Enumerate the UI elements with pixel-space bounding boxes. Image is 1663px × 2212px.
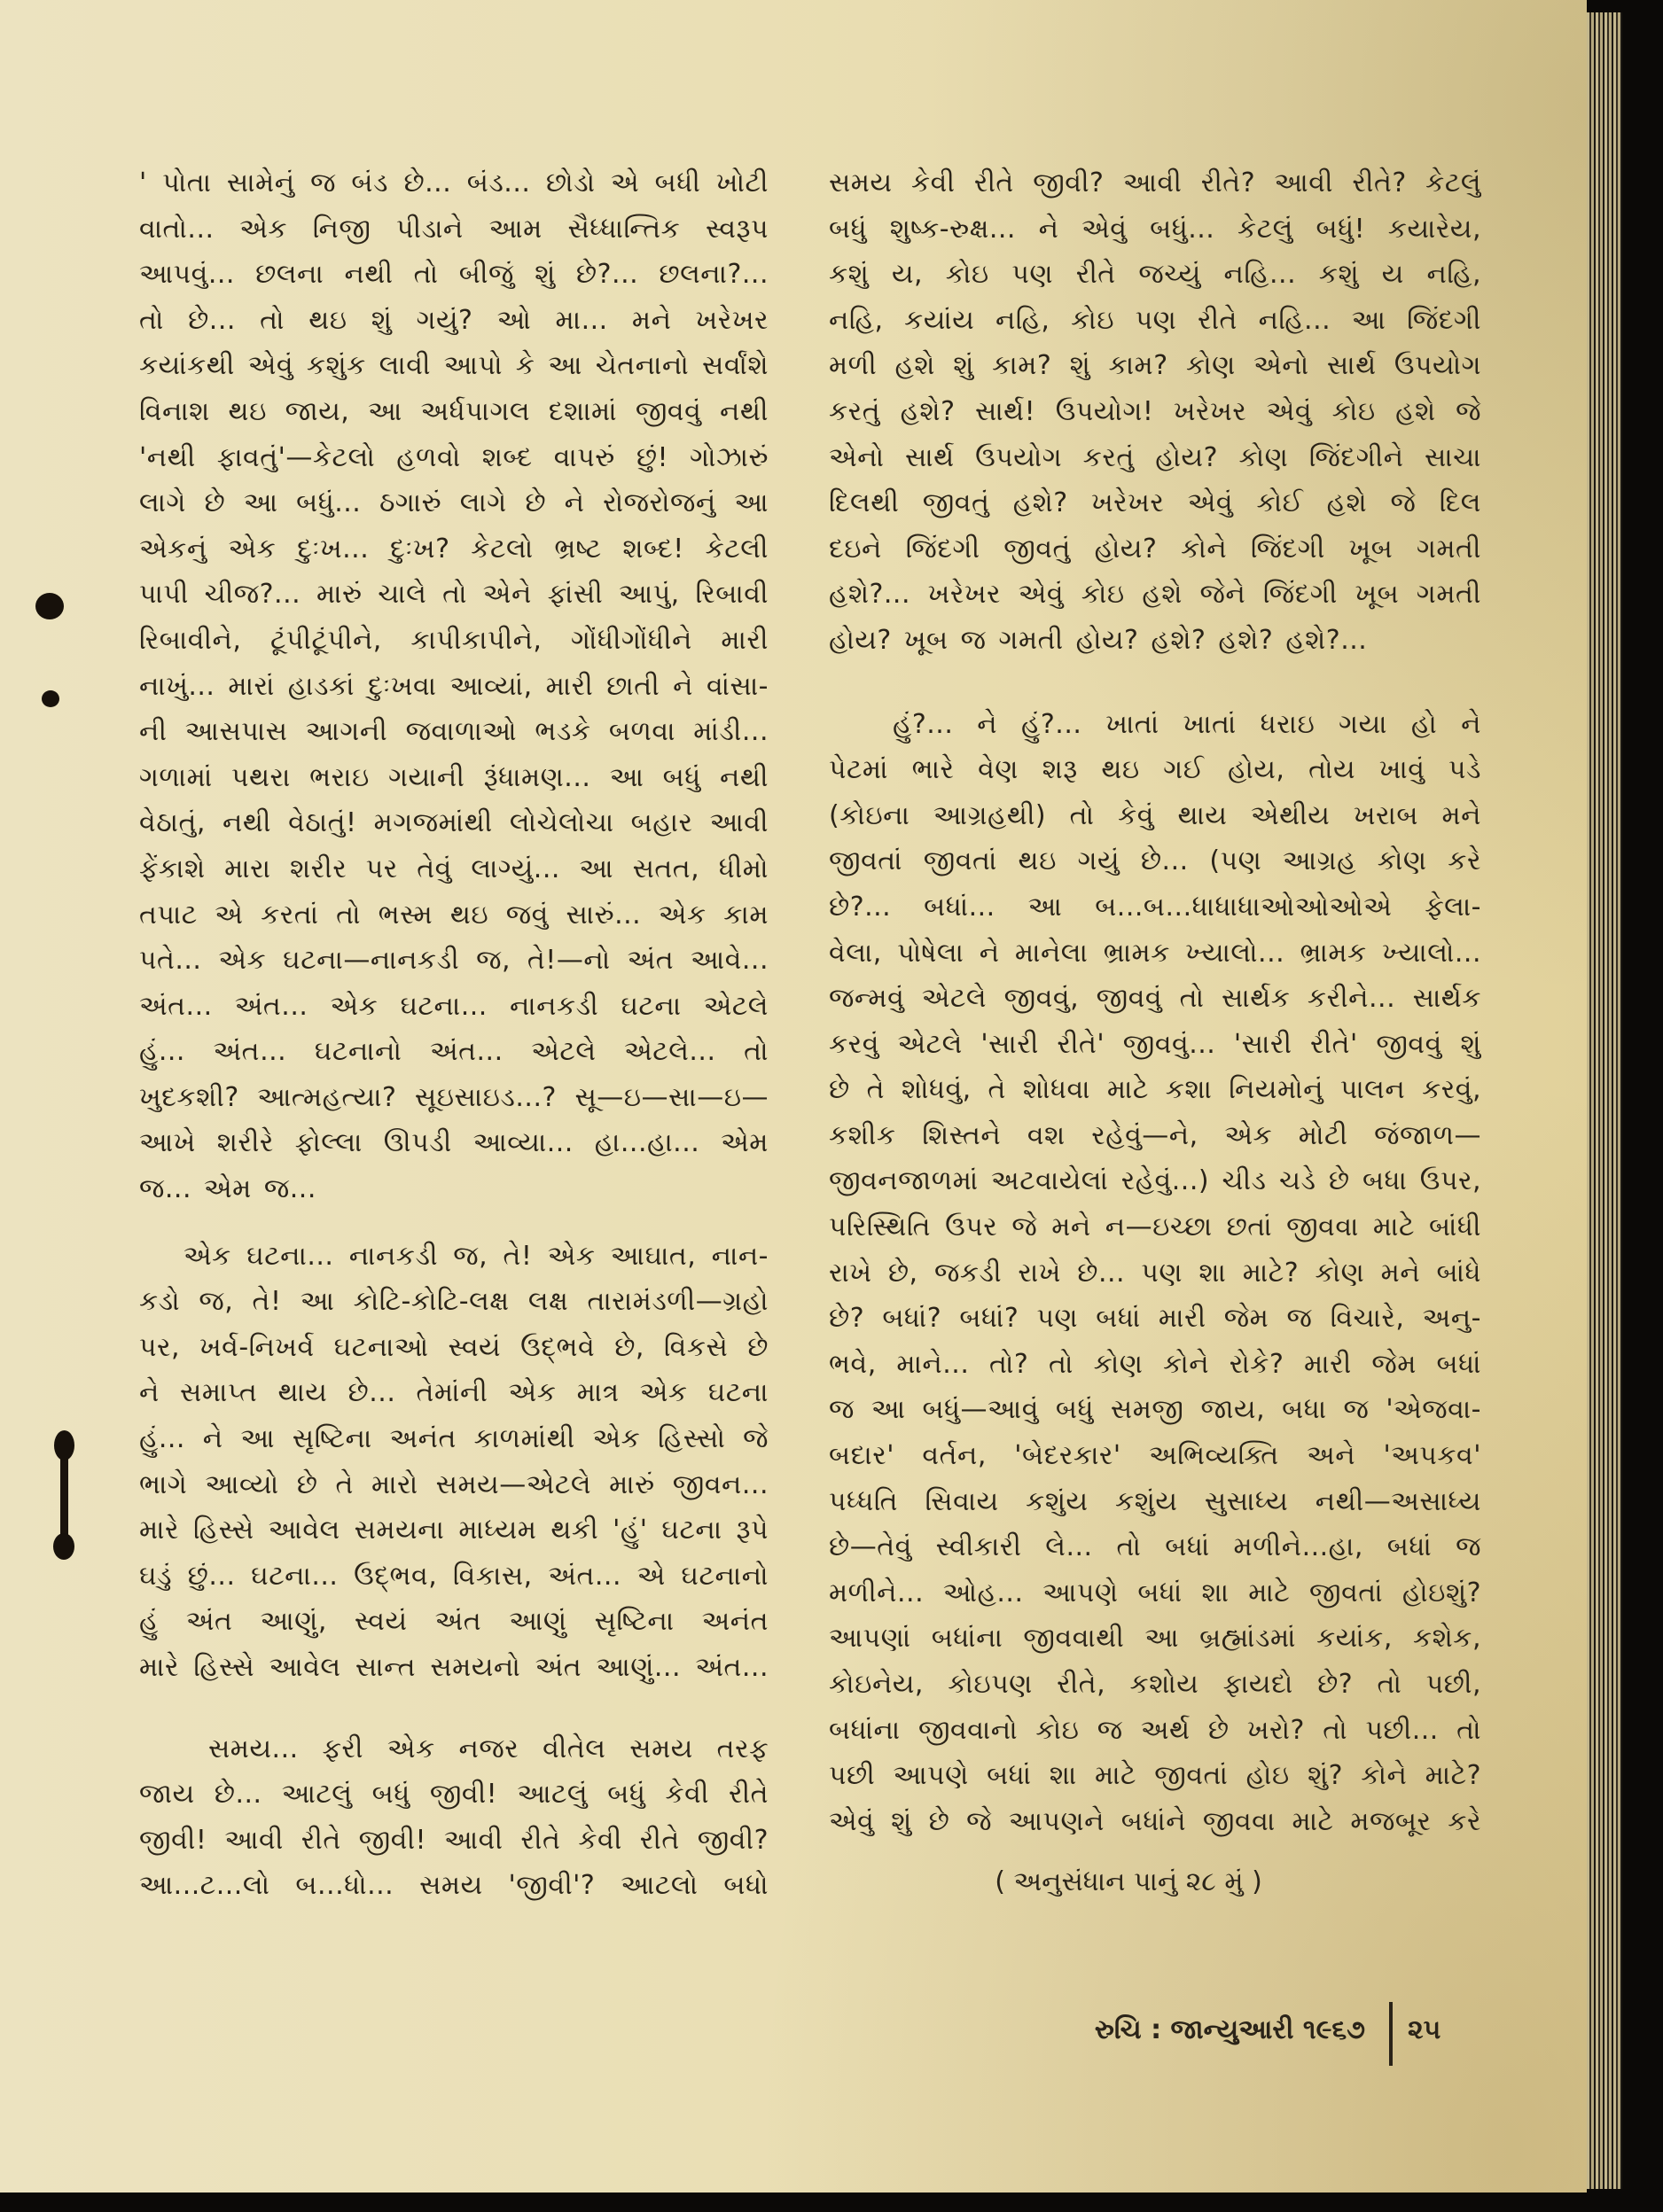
- text-line: લાગે છે આ બધું... ઠગારું લાગે છે ને રોજરોજનું આ: [139, 487, 769, 519]
- text-line: વેઠાતું, નથી વેઠાતું! મગજમાંથી લોચેલોચા બહાર આવી: [139, 807, 769, 839]
- text-line: રાખે છે, જકડી રાખે છે... પણ શા માટે? કોણ મને બાંધે: [829, 1257, 1481, 1289]
- text-line: છે તે શોધવું, તે શોધવા માટે કશા નિયમોનું પાલન કરવું,: [829, 1074, 1481, 1106]
- text-line: ગળામાં પથરા ભરાઇ ગયાની રૂંધામણ... આ બધું નથી: [139, 761, 769, 793]
- text-line: ' પોતા સામેનું જ બંડ છે... બંડ... છોડો એ બધી ખોટી: [139, 167, 769, 199]
- text-line: જન્મવું એટલે જીવવું, જીવવું તો સાર્થક કરીને... સાર્થક: [829, 983, 1481, 1015]
- text-line: ખુદકશી? આત્મહત્યા? સૂઇસાઇડ...? સૂ—ઇ—સા—ઇ—: [139, 1081, 769, 1113]
- text-line: હું અંત આણું, સ્વયં અંત આણું સૃષ્ટિના અનંત: [139, 1606, 769, 1638]
- text-line: મળીને... ઓહ... આપણે બધાં શા માટે જીવતાં હોઇશું?: [829, 1577, 1481, 1608]
- text-line: જ... એમ જ...: [139, 1173, 316, 1205]
- page-edges: [1587, 12, 1622, 2189]
- text-line: ની આસપાસ આગની જવાળાઓ ભડકે બળવા માંડી...: [139, 716, 769, 748]
- text-line: બધું શુષ્ક-રુક્ષ... ને એવું બધું... કેટલું બધું! કયારેય,: [829, 213, 1481, 245]
- text-line: ફેંકાશે મારા શરીર પર તેવું લાગ્યું... આ સતત, ધીમો: [139, 853, 769, 884]
- text-line: અંત... અંત... એક ઘટના... નાનકડી ઘટના એટલે: [139, 990, 769, 1022]
- text-line: હશે?... ખરેખર એવું કોઇ હશે જેને જિંદગી ખૂબ ગમતી: [829, 579, 1481, 611]
- text-line: ઘડું છું... ઘટના... ઉદ્ભવ, વિકાસ, અંત... એ ઘટનાનો: [139, 1560, 769, 1592]
- text-line: પછી આપણે બધાં શા માટે જીવતાં હોઇ શું? કોને માટે?: [829, 1760, 1481, 1792]
- text-line: હું?... ને હું?... ખાતાં ખાતાં ધરાઇ ગયા હો ને: [893, 708, 1481, 740]
- text-line: બદાર' વર્તન, 'બેદરકાર' અભિવ્યક્તિ અને 'અપકવ': [829, 1440, 1481, 1472]
- text-line: આખે શરીરે ફોલ્લા ઊપડી આવ્યા... હા...હા... એમ: [139, 1127, 769, 1159]
- binding-knot-bottom: [53, 1533, 74, 1560]
- text-line: જ આ બધું—આવું બધું સમજી જાય, બધા જ 'એજવા-: [829, 1394, 1481, 1426]
- footer-divider: [1389, 2002, 1393, 2066]
- text-line: કયાંકથી એવું કશુંક લાવી આપો કે આ ચેતનાનો સર્વાંશે: [139, 350, 769, 382]
- text-line: જીવનજાળમાં અટવાયેલાં રહેવું...) ચીડ ચડે છે બધા ઉપર,: [829, 1165, 1481, 1197]
- text-line: બધાંના જીવવાનો કોઇ જ અર્થ છે ખરો? તો પછી... તો: [829, 1714, 1481, 1746]
- paragraph: [139, 1726, 769, 1909]
- text-line: તપાટ એ કરતાં તો ભસ્મ થઇ જવું સારું... એક કામ: [139, 899, 769, 931]
- text-line: (કોઇના આગ્રહથી) તો કેવું થાય એથીય ખરાબ મને: [829, 799, 1481, 831]
- left-column: [139, 160, 769, 1909]
- footer-issue-label: રુચિ : જાન્યુઆરી ૧૯૬૭: [1094, 2014, 1365, 2045]
- paragraph: [139, 1234, 769, 1691]
- text-line: પરિસ્થિતિ ઉપર જે મને ન—ઇચ્છા છતાં જીવવા માટે બાંધી: [829, 1211, 1481, 1243]
- text-line: છે? બધાં? બધાં? પણ બધાં મારી જેમ જ વિચારે, અનુ-: [829, 1303, 1481, 1335]
- text-line: સમય કેવી રીતે જીવી? આવી રીતે? આવી રીતે? કેટલું: [829, 167, 1481, 199]
- text-line: આપણાં બધાંના જીવવાથી આ બ્રહ્માંડમાં કયાંક, કશેક,: [829, 1623, 1481, 1655]
- text-line: કડો જ, તે! આ કોટિ-કોટિ-લક્ષ લક્ષ તારામંડળી—ગ્રહો: [139, 1286, 769, 1318]
- text-line: જાય છે... આટલું બધું જીવી! આટલું બધું કેવી રીતે: [139, 1779, 769, 1811]
- text-line: એનો સાર્થ ઉપયોગ કરતું હોય? કોણ જિંદગીને સાચા: [829, 441, 1481, 473]
- text-line: વેલા, પોષેલા ને માનેલા ભ્રામક ખ્યાલો... ભ્રામક ખ્યાલો...: [829, 937, 1481, 969]
- text-line: ભવે, માને... તો? તો કોણ કોને રોકે? મારી જેમ બધાં: [829, 1348, 1481, 1380]
- text-line: પર, ખર્વ-નિખર્વ ઘટનાઓ સ્વયં ઉદ્ભવે છે, વિકસે છે: [139, 1331, 769, 1363]
- text-line: જીવી! આવી રીતે જીવી! આવી રીતે કેવી રીતે જીવી?: [139, 1824, 769, 1856]
- text-line: છે?... બધાં... આ બ...બ...ધાધાધાઓઓઓએ ફેલા-: [829, 891, 1481, 923]
- continuation-note: ( અનુસંધાન પાનું ૨૮ મું ): [995, 1866, 1262, 1897]
- text-line: કશીક શિસ્તને વશ રહેવું—ને, એક મોટી જંજાળ—: [829, 1119, 1481, 1151]
- paragraph: [829, 160, 1481, 664]
- text-line: એકનું એક દુઃખ... દુઃખ? કેટલો ભ્રષ્ટ શબ્દ! કેટલી: [139, 533, 769, 565]
- text-line: જીવતાં જીવતાં થઇ ગયું છે... (પણ આગ્રહ કોણ કરે: [829, 845, 1481, 877]
- text-line: છે—તેવું સ્વીકારી લે... તો બધાં મળીને...હા, બધાં જ: [829, 1531, 1481, 1563]
- text-line: આપવું... છલના નથી તો બીજું શું છે?... છલના?...: [139, 259, 769, 291]
- text-line: આ...ટ...લો બ...ધો... સમય 'જીવી'? આટલો બધો: [139, 1870, 769, 1902]
- text-line: કરવું એટલે 'સારી રીતે' જીવવું... 'સારી રીતે' જીવવું શું: [829, 1028, 1481, 1060]
- binding-knot-top: [54, 1430, 74, 1460]
- text-line: મારે હિસ્સે આવેલ સમયના માધ્યમ થકી 'હું' ઘટના રૂપે: [139, 1515, 769, 1546]
- text-line: રિબાવીને, ટૂંપીટૂંપીને, કાપીકાપીને, ગોંધીગોંધીને મારી: [139, 624, 769, 656]
- text-line: સમય... ફરી એક નજર વીતેલ સમય તરફ: [208, 1733, 769, 1764]
- page-number: ૨૫: [1408, 2014, 1441, 2045]
- text-line: હું... ને આ સૃષ્ટિના અનંત કાળમાંથી એક હિસ્સો જે: [139, 1423, 769, 1455]
- text-line: પધ્ધતિ સિવાય કશુંય કશુંય સુસાધ્ય નથી—અસાધ્ય: [829, 1485, 1481, 1517]
- text-line: નહિ, કયાંય નહિ, કોઇ પણ રીતે નહિ... આ જિંદગી: [829, 304, 1481, 336]
- paragraph: [829, 702, 1481, 1845]
- text-line: કશું ય, કોઇ પણ રીતે જચ્યું નહિ... કશું ય નહિ,: [829, 259, 1481, 291]
- text-line: પેટમાં ભારે વેણ શરૂ થઇ ગઈ હોય, તોય ખાવું પડે: [829, 754, 1481, 786]
- punch-hole: [35, 593, 64, 619]
- right-column: [829, 160, 1481, 1844]
- text-line: દિલથી જીવતું હશે? ખરેખર એવું કોઈ હશે જે દિલ: [829, 487, 1481, 519]
- text-line: ને સમાપ્ત થાય છે... તેમાંની એક માત્ર એક ઘટના: [139, 1377, 769, 1409]
- text-line: કોઇનેય, કોઇપણ રીતે, કશોય ફાયદો છે? તો પછી,: [829, 1669, 1481, 1700]
- text-line: કરતું હશે? સાર્થ! ઉપયોગ! ખરેખર એવું કોઇ હશે જે: [829, 395, 1481, 427]
- text-line: વિનાશ થઇ જાય, આ અર્ધપાગલ દશામાં જીવવું નથી: [139, 395, 769, 427]
- text-line: પાપી ચીજ?... મારું ચાલે તો એને ફાંસી આપું, રિબાવી: [139, 579, 769, 611]
- text-line: ભાગે આવ્યો છે તે મારો સમય—એટલે મારું જીવન...: [139, 1468, 769, 1500]
- text-line: મળી હશે શું કામ? શું કામ? કોણ એનો સાર્થ ઉપયોગ: [829, 350, 1481, 382]
- text-line: એક ઘટના... નાનકડી જ, તે! એક આઘાત, નાન-: [183, 1240, 769, 1272]
- paragraph: [139, 160, 769, 1212]
- text-line: તો છે... તો થઇ શું ગયું? ઓ મા... મને ખરેખર: [139, 304, 769, 336]
- text-line: વાતો... એક નિજી પીડાને આમ સૈધ્ધાન્તિક સ્વરૂપ: [139, 213, 769, 245]
- text-line: હું... અંત... ઘટનાનો અંત... એટલે એટલે... તો: [139, 1036, 769, 1068]
- text-line: દઇને જિંદગી જીવતું હોય? કોને જિંદગી ખૂબ ગમતી: [829, 533, 1481, 565]
- text-line: નાખું... મારાં હાડકાં દુઃખવા આવ્યાં, મારી છાતી ને વાંસા-: [139, 670, 769, 702]
- text-line: 'નથી ફાવતું'—કેટલો હળવો શબ્દ વાપરું છું! ગોઝારું: [139, 441, 769, 473]
- text-line: મારે હિસ્સે આવેલ સાન્ત સમયનો અંત આણું... અંત...: [139, 1652, 769, 1683]
- text-line: પતે... એક ઘટના—નાનકડી જ, તે!—નો અંત આવે...: [139, 945, 769, 977]
- text-line: એવું શું છે જે આપણને બધાંને જીવવા માટે મજબૂર કરે: [829, 1805, 1481, 1837]
- punch-hole: [42, 690, 59, 707]
- text-line: હોય? ખૂબ જ ગમતી હોય? હશે? હશે? હશે?...: [829, 624, 1368, 656]
